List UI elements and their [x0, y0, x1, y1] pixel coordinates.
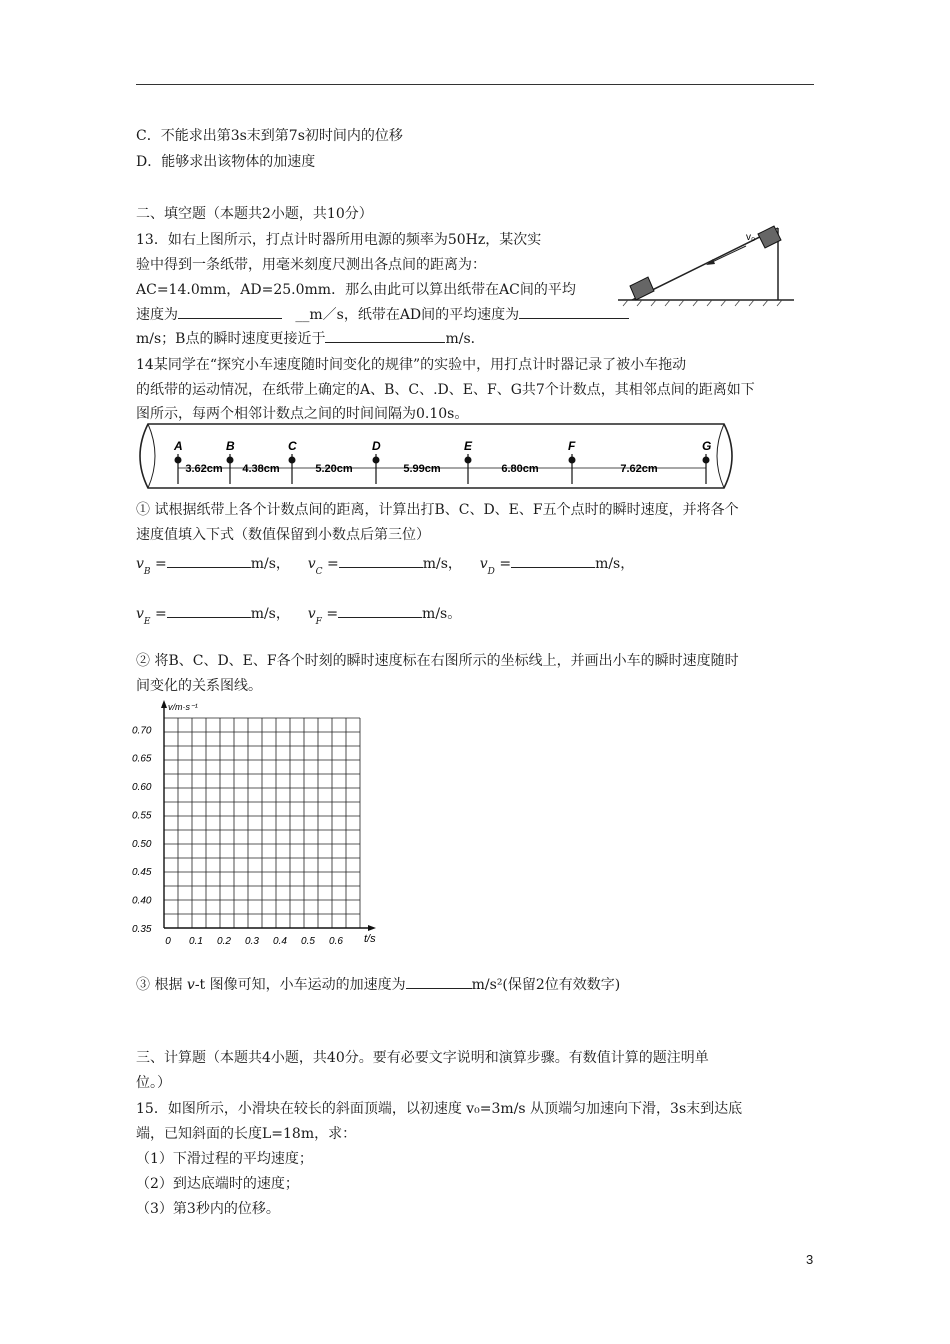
y-tick-label: 0.40 [132, 895, 152, 907]
x-axis-arrow [368, 925, 376, 931]
ve-field: $v_E = m/s$， [136, 606, 290, 622]
incline-slope [632, 228, 778, 300]
option-c: C．不能求出第3s末到第7s初时间内的位移 [136, 128, 403, 144]
q13-line-5 [136, 328, 485, 349]
q13-line-4a: 速度为 [136, 307, 178, 323]
x-tick-label: 0.1 [189, 936, 203, 947]
section-3-line-2: 位。） [136, 1075, 171, 1091]
x-tick-label: 0.3 [245, 936, 259, 947]
y-tick-label: 0.50 [132, 838, 152, 850]
tape-point-label: D [372, 439, 381, 453]
tape-distance-label: 5.99cm [403, 463, 441, 475]
vt-grid-chart[interactable] [128, 698, 388, 954]
tape-dot [289, 457, 296, 464]
vb-field: $v_B = m/s$， [136, 556, 290, 572]
q13-line-1: 13．如右上图所示，打点计时器所用电源的频率为50Hz，某次实 [136, 232, 542, 248]
section-3-line-1: 三、计算题（本题共4小题，共40分。要有必要文字说明和演算步骤。有数值计算的题注明单 [136, 1050, 709, 1066]
block-bottom [630, 277, 654, 300]
y-tick-label: 0.35 [132, 924, 152, 935]
tape-point-label: C [288, 439, 297, 453]
vc-blank[interactable] [339, 553, 423, 568]
y-tick-label: 0.45 [132, 867, 152, 879]
tape-left-curl [148, 424, 155, 488]
tape-distance-label: 5.20cm [315, 463, 353, 475]
y-tick-label: 0.70 [132, 725, 152, 737]
x-tick-label: 0.6 [329, 936, 343, 947]
velocity-row-1 [136, 553, 634, 582]
tape-dot [465, 457, 472, 464]
header-rule [136, 84, 814, 85]
q15-sub-2: （2）到达底端时的速度； [136, 1176, 299, 1192]
x-tick-label: 0.2 [217, 936, 231, 947]
y-tick-label: 0.65 [132, 753, 152, 765]
vc-field: $v_C = m/s$， [308, 556, 462, 572]
tape-point-label: G [702, 439, 712, 453]
q14-line-3: 图所示，每两个相邻计数点之间的时间间隔为0.10s。 [136, 406, 469, 422]
vf-field: $v_F = m/s$。 [308, 606, 462, 622]
y-axis-arrow [161, 700, 167, 708]
incline-figure [618, 216, 796, 310]
q15-sub-1: （1）下滑过程的平均速度； [136, 1151, 313, 1167]
q13-line-4b: __m／s，纸带在AD间的平均速度为 [295, 307, 520, 323]
q14-part3: ③ 根据 v-t 图像可知，小车运动的加速度为 m/s²(保留2位有效数字) [136, 974, 620, 995]
paper-tape [134, 422, 734, 490]
q13-line-4 [136, 304, 629, 325]
x-axis-label: t/s [364, 933, 376, 945]
x-tick-label: 0.5 [301, 936, 315, 947]
vd-blank[interactable] [511, 553, 595, 568]
tape-distance-label: 4.38cm [242, 463, 280, 475]
y-tick-label: 0.60 [132, 782, 152, 794]
vd-field: $v_D = m/s$， [480, 556, 635, 572]
q13-blank-1[interactable] [178, 304, 282, 319]
option-d: D．能够求出该物体的加速度 [136, 154, 316, 170]
vf-blank[interactable] [338, 603, 422, 618]
q15-line-2: 端，已知斜面的长度L=18m，求： [136, 1126, 357, 1142]
acceleration-blank[interactable] [406, 974, 472, 989]
velocity-arrow [710, 246, 746, 263]
tape-point-label: B [226, 439, 235, 453]
x-tick-label: 0 [165, 936, 171, 947]
q14-part2-line-1: ② 将B、C、D、E、F各个时刻的瞬时速度标在右图所示的坐标线上，并画出小车的瞬时速度随时 [136, 653, 739, 669]
tape-distance-label: 3.62cm [185, 463, 223, 475]
tape-point-label: E [464, 439, 473, 453]
q14-line-1: 14某同学在“探究小车速度随时间变化的规律”的实验中，用打点计时器记录了被小车拖动 [136, 357, 687, 373]
q13-line-2: 验中得到一条纸带，用毫米刻度尺测出各点间的距离为： [136, 257, 486, 273]
tape-dot [569, 457, 576, 464]
tape-dot [175, 457, 182, 464]
q14-part2-line-2: 间变化的关系图线。 [136, 678, 262, 694]
q13-blank-3[interactable] [325, 328, 445, 343]
q14-part1-line-2: 速度值填入下式（数值保留到小数点后第三位） [136, 527, 430, 543]
tape-outline [140, 424, 732, 488]
q13-line-3: AC=14.0mm，AD=25.0mm．那么由此可以算出纸带在AC间的平均 [136, 282, 576, 298]
page-number: 3 [806, 1252, 814, 1267]
y-axis-label: v/m·s⁻¹ [168, 702, 198, 712]
q13-line-5b: m/s． [445, 331, 485, 347]
q14-part1-line-1: ① 试根据纸带上各个计数点间的距离，计算出打B、C、D、E、F五个点时的瞬时速度，并将各个 [136, 502, 739, 518]
q15-line-1: 15．如图所示，小滑块在较长的斜面顶端，以初速度 v₀=3m/s 从顶端匀加速向下滑，3s末到达底 [136, 1101, 743, 1117]
tape-dot [227, 457, 234, 464]
q13-line-5a: m/s；B点的瞬时速度更接近于 [136, 331, 326, 347]
tape-point-label: F [568, 439, 576, 453]
q13-blank-2[interactable] [519, 304, 629, 319]
ve-blank[interactable] [167, 603, 251, 618]
tape-dot [373, 457, 380, 464]
q15-sub-3: （3）第3秒内的位移。 [136, 1201, 280, 1217]
ground-hatching [623, 300, 782, 306]
y-tick-label: 0.55 [132, 810, 152, 822]
tape-right-curl [717, 424, 724, 488]
tape-distance-label: 7.62cm [620, 463, 658, 475]
vb-blank[interactable] [167, 553, 251, 568]
tape-dot [703, 457, 710, 464]
v0-label: v₀ [746, 232, 756, 243]
velocity-row-2 [136, 603, 461, 632]
section-2-title: 二、填空题（本题共2小题，共10分） [136, 206, 373, 222]
tape-point-label: A [174, 439, 183, 453]
tape-distance-label: 6.80cm [501, 463, 539, 475]
x-tick-label: 0.4 [273, 936, 287, 947]
q14-line-2: 的纸带的运动情况，在纸带上确定的A、B、C、.D、E、F、G共7个计数点，其相邻点间的距离如下 [136, 382, 755, 398]
